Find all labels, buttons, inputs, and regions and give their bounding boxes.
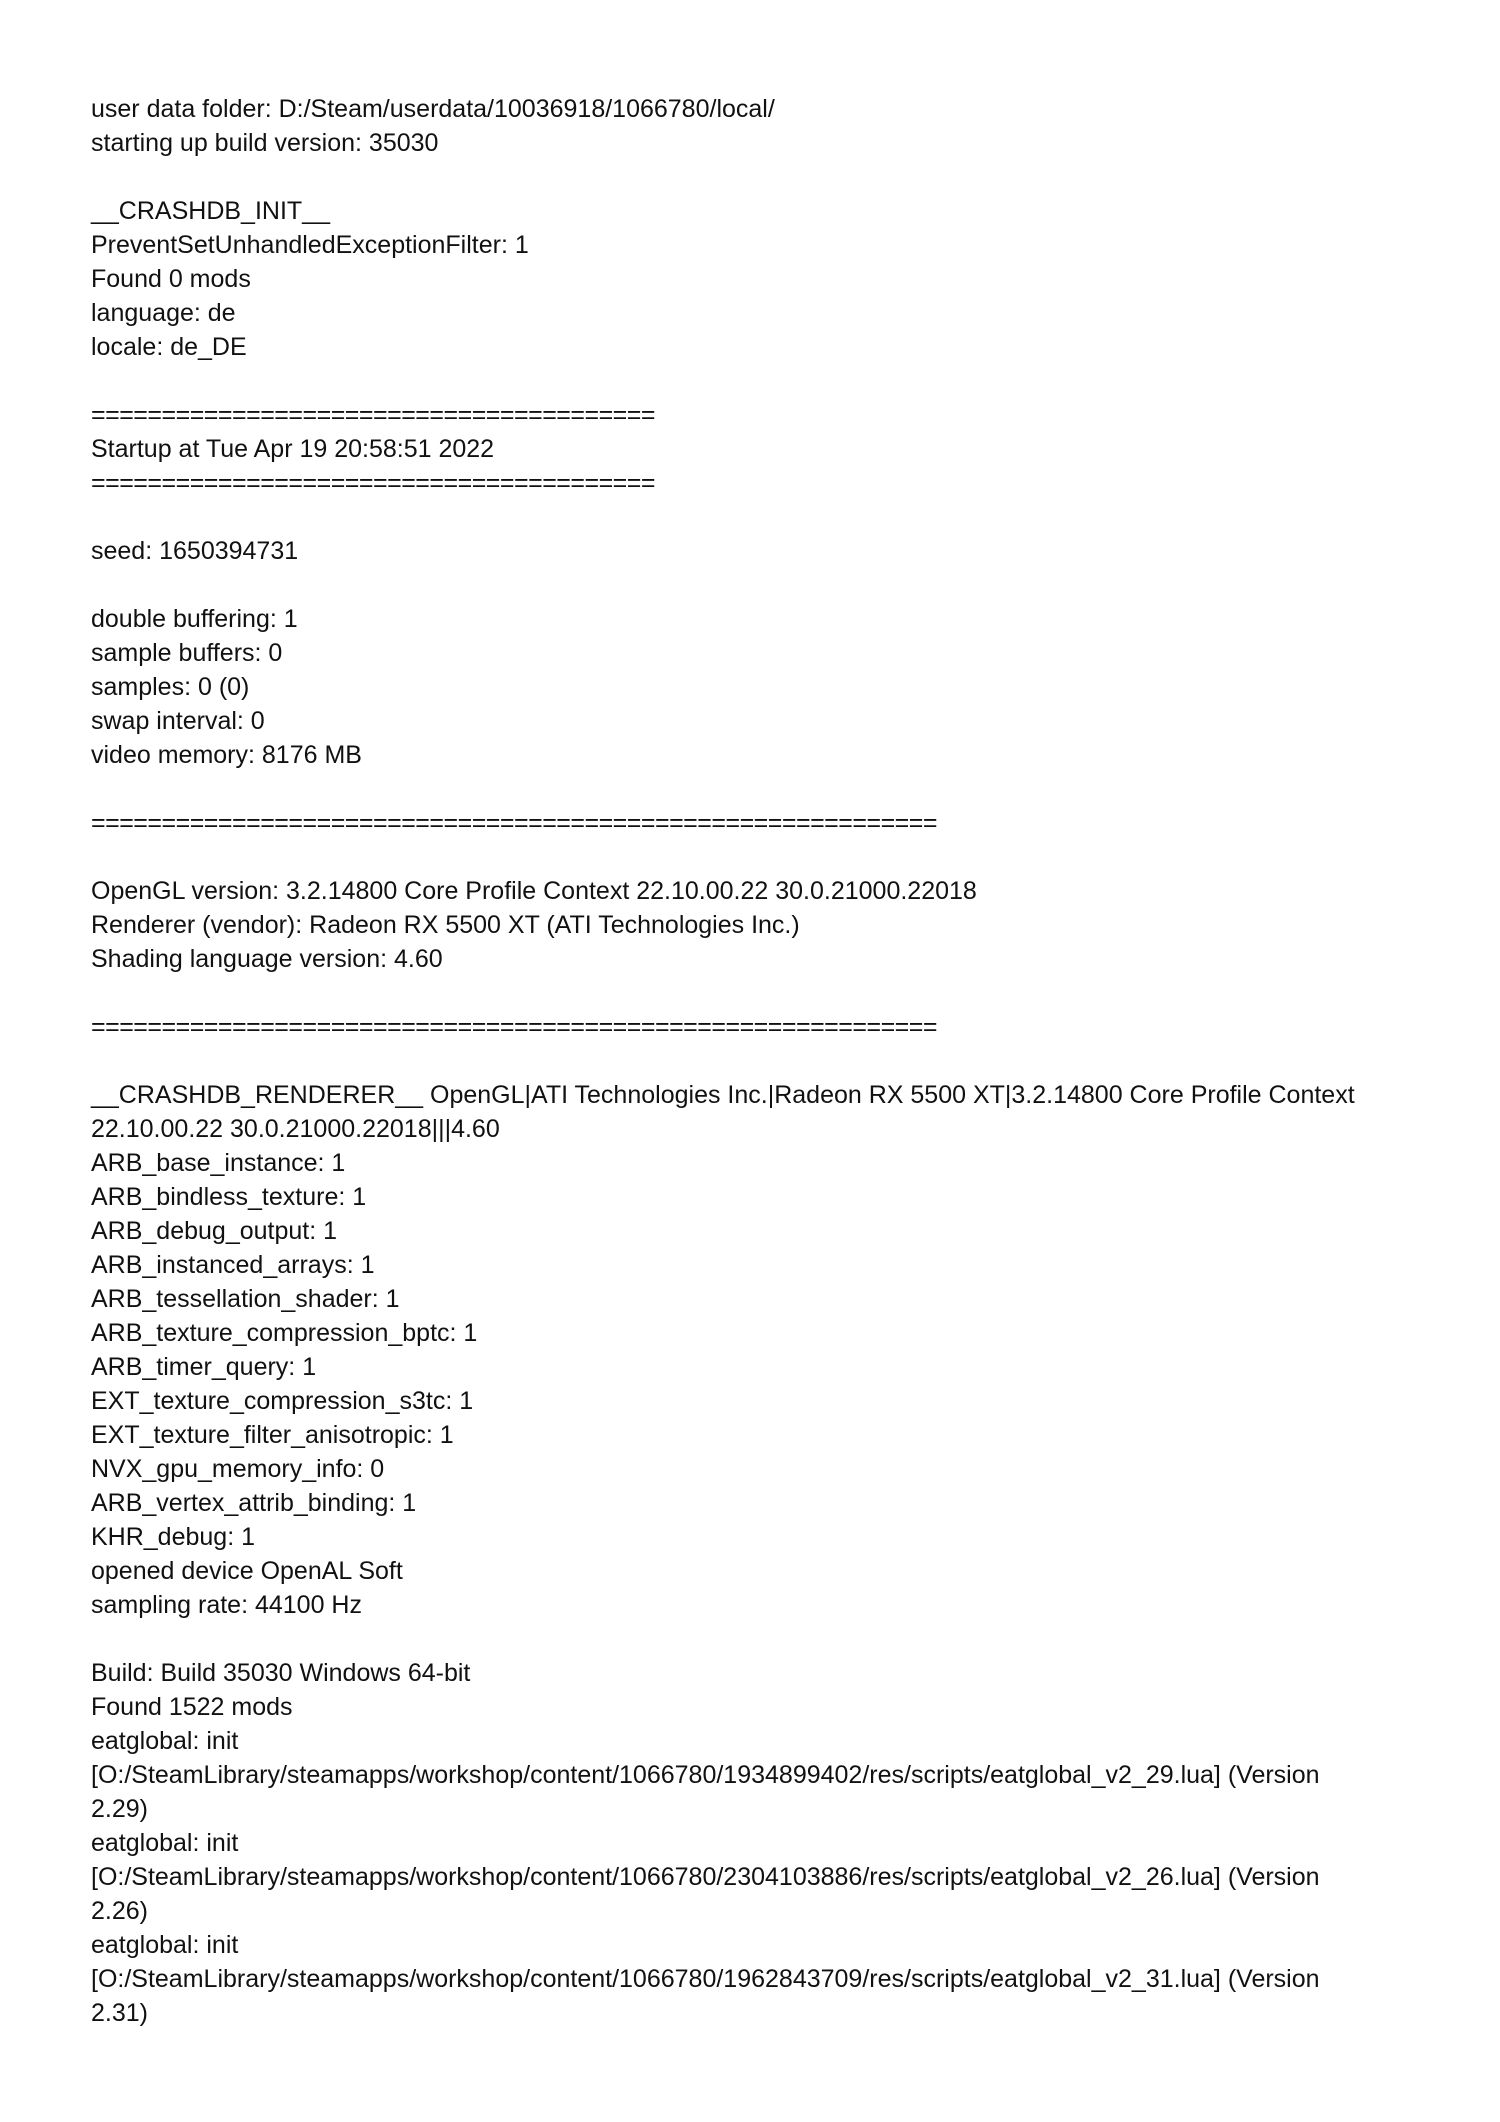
log-line: double buffering: 1	[91, 605, 298, 633]
log-line: 22.10.00.22 30.0.21000.22018|||4.60	[91, 1115, 500, 1143]
log-line: video memory: 8176 MB	[91, 741, 362, 769]
log-line: KHR_debug: 1	[91, 1523, 256, 1551]
blank-line	[91, 1044, 1421, 1078]
log-text	[91, 92, 1421, 2030]
blank-line	[91, 568, 1421, 602]
log-line: ARB_timer_query: 1	[91, 1353, 317, 1381]
log-line: eatglobal: init	[91, 1727, 239, 1755]
blank-line	[91, 772, 1421, 806]
log-line: eatglobal: init	[91, 1829, 239, 1857]
blank-line	[91, 1622, 1421, 1656]
log-line: language: de	[91, 299, 236, 327]
log-line: seed: 1650394731	[91, 537, 299, 565]
blank-line	[91, 364, 1421, 398]
log-line: Found 1522 mods	[91, 1693, 293, 1721]
log-line: samples: 0 (0)	[91, 673, 250, 701]
separator-line: ========================================	[91, 401, 655, 429]
log-line: user data folder: D:/Steam/userdata/10036918/1066780/local/	[91, 95, 775, 123]
separator-line: ========================================	[91, 469, 655, 497]
log-line: [O:/SteamLibrary/steamapps/workshop/content/1066780/1934899402/res/scripts/eatglobal_v2_29.lua] (Version	[91, 1761, 1320, 1789]
log-line: 2.26)	[91, 1897, 148, 1925]
separator-line: ============================================================	[91, 1013, 937, 1041]
separator-line: ============================================================	[91, 809, 937, 837]
log-line: Found 0 mods	[91, 265, 251, 293]
log-line: swap interval: 0	[91, 707, 265, 735]
log-line: PreventSetUnhandledExceptionFilter: 1	[91, 231, 529, 259]
log-line: ARB_bindless_texture: 1	[91, 1183, 367, 1211]
log-line: sampling rate: 44100 Hz	[91, 1591, 362, 1619]
log-line: OpenGL version: 3.2.14800 Core Profile Context 22.10.00.22 30.0.21000.22018	[91, 877, 977, 905]
blank-line	[91, 840, 1421, 874]
log-line: starting up build version: 35030	[91, 129, 439, 157]
log-line: __CRASHDB_RENDERER__ OpenGL|ATI Technologies Inc.|Radeon RX 5500 XT|3.2.14800 Core Profile Context	[91, 1081, 1355, 1109]
log-line: [O:/SteamLibrary/steamapps/workshop/content/1066780/2304103886/res/scripts/eatglobal_v2_26.lua] (Version	[91, 1863, 1320, 1891]
log-line: ARB_vertex_attrib_binding: 1	[91, 1489, 417, 1517]
log-line: NVX_gpu_memory_info: 0	[91, 1455, 385, 1483]
log-line: EXT_texture_compression_s3tc: 1	[91, 1387, 474, 1415]
log-line: locale: de_DE	[91, 333, 247, 361]
blank-line	[91, 160, 1421, 194]
log-line: ARB_debug_output: 1	[91, 1217, 338, 1245]
log-line: [O:/SteamLibrary/steamapps/workshop/content/1066780/1962843709/res/scripts/eatglobal_v2_31.lua] (Version	[91, 1965, 1320, 1993]
log-line: ARB_tessellation_shader: 1	[91, 1285, 400, 1313]
log-line: Startup at Tue Apr 19 20:58:51 2022	[91, 435, 495, 463]
log-line: 2.31)	[91, 1999, 148, 2027]
log-line: Build: Build 35030 Windows 64-bit	[91, 1659, 471, 1687]
log-line: eatglobal: init	[91, 1931, 239, 1959]
log-line: Renderer (vendor): Radeon RX 5500 XT (ATI Technologies Inc.)	[91, 911, 800, 939]
log-line: ARB_base_instance: 1	[91, 1149, 346, 1177]
log-line: Shading language version: 4.60	[91, 945, 443, 973]
log-line: sample buffers: 0	[91, 639, 283, 667]
log-line: 2.29)	[91, 1795, 148, 1823]
blank-line	[91, 500, 1421, 534]
log-line: EXT_texture_filter_anisotropic: 1	[91, 1421, 454, 1449]
log-line: __CRASHDB_INIT__	[91, 197, 330, 225]
log-line: ARB_texture_compression_bptc: 1	[91, 1319, 478, 1347]
log-line: opened device OpenAL Soft	[91, 1557, 403, 1585]
log-line: ARB_instanced_arrays: 1	[91, 1251, 375, 1279]
blank-line	[91, 976, 1421, 1010]
